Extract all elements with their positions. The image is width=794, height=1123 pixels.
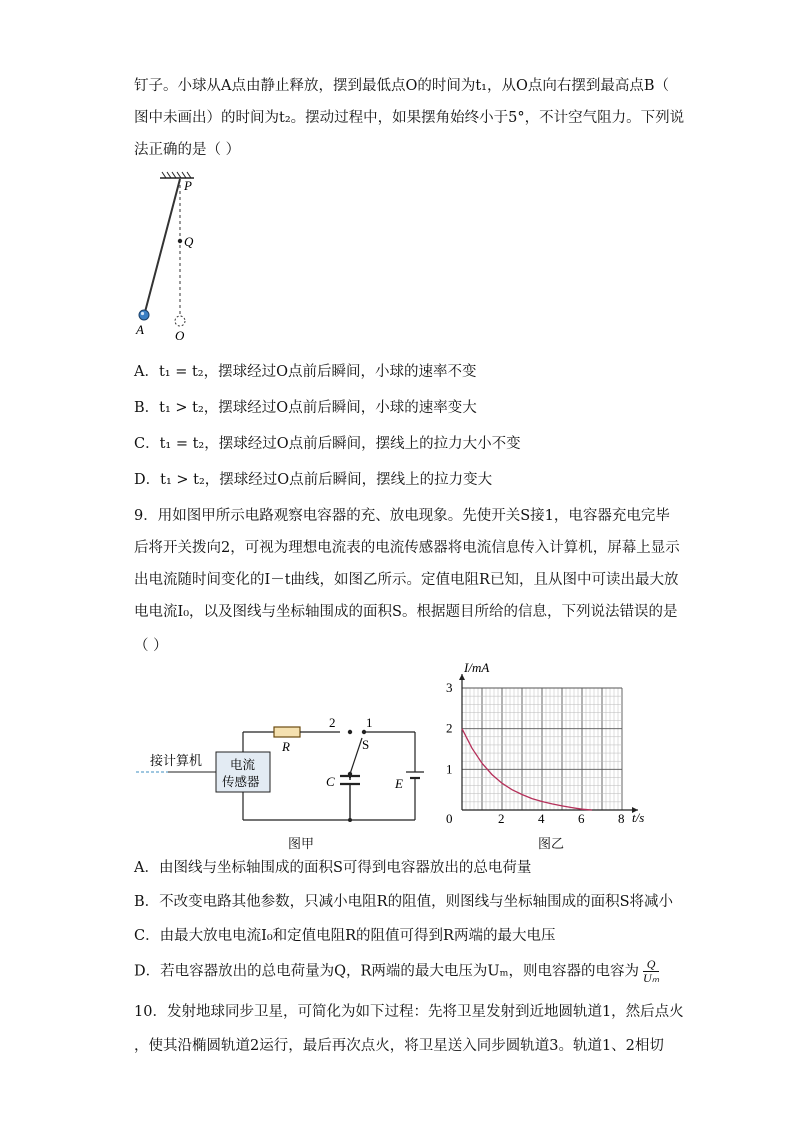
q9-option-b[interactable]: B．不改变电路其他参数，只减小电阻R的阻值，则图线与坐标轴围成的面积S将减小: [134, 894, 674, 910]
y-axis-label: I/mA: [464, 660, 490, 675]
y-tick-label: 2: [446, 720, 453, 736]
capacitance-fraction: [643, 958, 659, 985]
switch-label: S: [362, 737, 370, 752]
q8-option-b[interactable]: B．t₁ > t₂，摆球经过O点前后瞬间，小球的速率变大: [134, 400, 477, 416]
q9-option-d[interactable]: [134, 958, 659, 985]
pendulum-ball: [139, 310, 149, 320]
q8-stem-line-2: 图中未画出）的时间为t₂。摆动过程中，如果摆角始终小于5°，不计空气阻力。下列说: [134, 110, 685, 126]
sensor-label-2: 传感器: [222, 774, 260, 789]
x-tick-label: 6: [578, 811, 585, 826]
battery-label: E: [395, 776, 403, 791]
circuit-caption: 图甲: [288, 837, 315, 852]
label-o: O: [175, 328, 185, 343]
lowest-point-ball: [175, 316, 185, 326]
q9-stem-line-4: 电电流I₀，以及图线与坐标轴围成的面积S。根据题目所给的信息，下列说法错误的是: [134, 604, 678, 620]
pendulum-string: [145, 179, 180, 312]
q10-stem-line-1: 10．发射地球同步卫星，可简化为如下过程：先将卫星发射到近地圆轨道1，然后点火: [134, 1004, 684, 1020]
q9-stem-line-1: 9．用如图甲所示电路观察电容器的充、放电现象。先使开关S接1，电容器充电完毕: [134, 508, 670, 524]
switch-pos-1: 1: [366, 715, 373, 730]
x-tick-label: 8: [618, 811, 625, 826]
q9-stem-line-3: 出电流随时间变化的I－t曲线，如图乙所示。定值电阻R已知，且从图中可读出最大放: [134, 572, 679, 588]
q8-stem-line-3: 法正确的是（ ）: [134, 142, 241, 158]
it-chart: [434, 660, 658, 830]
x-tick-label: 2: [498, 811, 505, 826]
chart-caption: 图乙: [538, 837, 565, 852]
x-tick-label: 0: [446, 811, 453, 826]
fraction-denominator: Uₘ: [643, 971, 660, 985]
q8-stem-line-1: 钉子。小球从A点由静止释放，摆到最低点O的时间为t₁，从O点向右摆到最高点B（: [134, 78, 670, 94]
computer-label: 接计算机: [150, 754, 203, 769]
x-axis-label: t/s: [632, 810, 645, 825]
q8-option-a[interactable]: A．t₁ = t₂，摆球经过O点前后瞬间，小球的速率不变: [134, 364, 477, 380]
circuit-diagram: [128, 712, 438, 852]
label-a: A: [136, 322, 144, 337]
capacitor-label: C: [326, 774, 335, 789]
q10-stem-line-2: ，使其沿椭圆轨道2运行，最后再次点火，将卫星送入同步圆轨道3。轨道1、2相切: [134, 1038, 664, 1054]
fraction-numerator: Q: [643, 958, 659, 972]
switch-pos-2: 2: [329, 715, 336, 730]
q9-option-d-text: D．若电容器放出的总电荷量为Q，R两端的最大电压为Uₘ，则电容器的电容为: [134, 963, 640, 980]
q9-stem-line-5: （ ）: [134, 638, 168, 654]
q9-option-a[interactable]: A．由图线与坐标轴围成的面积S可得到电容器放出的总电荷量: [134, 860, 532, 876]
label-p: P: [184, 178, 192, 193]
y-tick-label: 1: [446, 761, 453, 777]
resistor-label: R: [282, 739, 290, 754]
q8-option-d[interactable]: D．t₁ > t₂，摆球经过O点前后瞬间，摆线上的拉力变大: [134, 472, 493, 488]
x-tick-label: 4: [538, 811, 545, 826]
nail-q-point: [178, 239, 182, 243]
q9-stem-line-2: 后将开关拨向2，可视为理想电流表的电流传感器将电流信息传入计算机，屏幕上显示: [134, 540, 680, 556]
y-tick-label: 3: [446, 680, 453, 695]
sensor-label-1: 电流: [230, 757, 256, 772]
capacitor-symbol: [340, 774, 360, 820]
q9-option-c[interactable]: C．由最大放电电流I₀和定值电阻R的阻值可得到R两端的最大电压: [134, 928, 556, 944]
pendulum-figure: [128, 170, 218, 348]
q8-option-c[interactable]: C．t₁ = t₂，摆球经过O点前后瞬间，摆线上的拉力大小不变: [134, 436, 521, 452]
label-q: Q: [184, 234, 194, 249]
